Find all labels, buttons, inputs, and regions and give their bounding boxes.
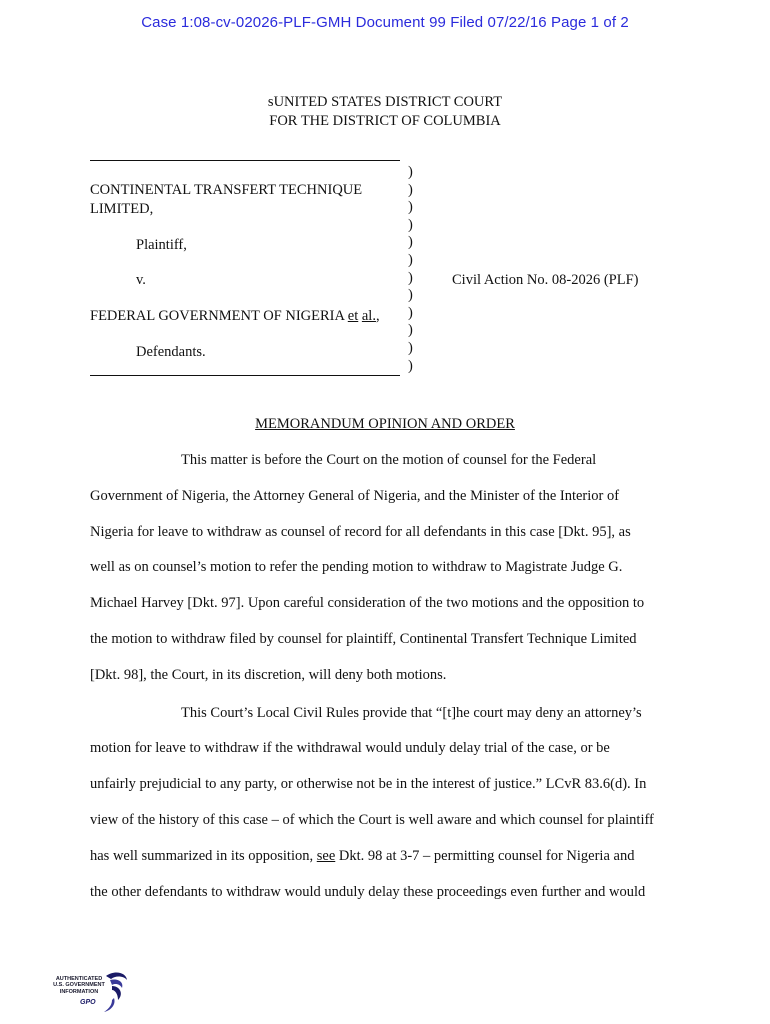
- court-heading: [0, 93, 770, 131]
- text-line: the other defendants to withdraw would unduly delay these proceedings even further and would: [90, 883, 646, 900]
- text-line: Nigeria for leave to withdraw as counsel of record for all defendants in this case [Dkt. 95], as: [90, 523, 631, 540]
- defendant-et: et: [347, 308, 359, 324]
- paragraph-2: [90, 696, 690, 911]
- text-line: well as on counsel’s motion to refer the pending motion to withdraw to Magistrate Judge G.: [90, 559, 623, 576]
- case-caption: [90, 160, 690, 380]
- text-line: This matter is before the Court on the motion of counsel for the Federal: [181, 452, 597, 468]
- opinion-body: [90, 443, 690, 910]
- court-district: FOR THE DISTRICT OF COLUMBIA: [269, 113, 501, 129]
- opinion-title: MEMORANDUM OPINION AND ORDER: [255, 416, 515, 432]
- text-line: has well summarized in its opposition, see Dkt. 98 at 3-7 – permitting counsel for Nigeria and: [90, 847, 635, 864]
- court-name: sUNITED STATES DISTRICT COURT: [267, 94, 503, 110]
- text-line: the motion to withdraw filed by counsel for plaintiff, Continental Transfert Technique Limited: [90, 630, 637, 647]
- text-line: This Court’s Local Civil Rules provide that “[t]he court may deny an attorney’s: [181, 704, 642, 721]
- authenticated-text: AUTHENTICATED U.S. GOVERNMENT INFORMATION: [53, 976, 105, 995]
- defendant-name: FEDERAL GOVERNMENT OF NIGERIA: [90, 308, 345, 324]
- plaintiff-role: Plaintiff,: [136, 237, 187, 253]
- gpo-authentication-logo: [44, 968, 134, 1018]
- see-signal: see: [316, 847, 336, 864]
- plaintiff-name-line2: LIMITED,: [90, 201, 154, 217]
- text-line: [Dkt. 98], the Court, in its discretion, will deny both motions.: [90, 666, 447, 683]
- text-line: Government of Nigeria, the Attorney General of Nigeria, and the Minister of the Interior of: [90, 487, 620, 504]
- defendant-role: Defendants.: [136, 344, 206, 360]
- gpo-eagle-icon: [100, 970, 130, 1014]
- defendant-al: al.: [361, 308, 376, 324]
- gpo-label: GPO: [80, 999, 96, 1006]
- caption-top-rule: [90, 160, 400, 161]
- text-line: motion for leave to withdraw if the withdrawal would unduly delay trial of the case, or be: [90, 740, 610, 757]
- paragraph-1: [90, 443, 690, 694]
- caption-parentheses: ) ) ) ) ) ) ) ) ) ) ) ): [408, 164, 413, 374]
- document-header: Case 1:08-cv-02026-PLF-GMH Document 99 Filed 07/22/16 Page 1 of 2: [141, 14, 629, 31]
- text-line: Michael Harvey [Dkt. 97]. Upon careful consideration of the two motions and the opposition to: [90, 595, 645, 612]
- defendant-line: FEDERAL GOVERNMENT OF NIGERIA et al.,: [90, 308, 380, 324]
- versus: v.: [136, 272, 146, 288]
- text-line: unfairly prejudicial to any party, or otherwise not be in the interest of justice.” LCvR 83.6(d). In: [90, 776, 647, 793]
- text-line: view of the history of this case – of which the Court is well aware and which counsel for plaintiff: [90, 811, 654, 828]
- plaintiff-name-line1: CONTINENTAL TRANSFERT TECHNIQUE: [90, 182, 363, 198]
- civil-action-number: Civil Action No. 08-2026 (PLF): [452, 272, 639, 288]
- caption-bottom-rule: [90, 375, 400, 376]
